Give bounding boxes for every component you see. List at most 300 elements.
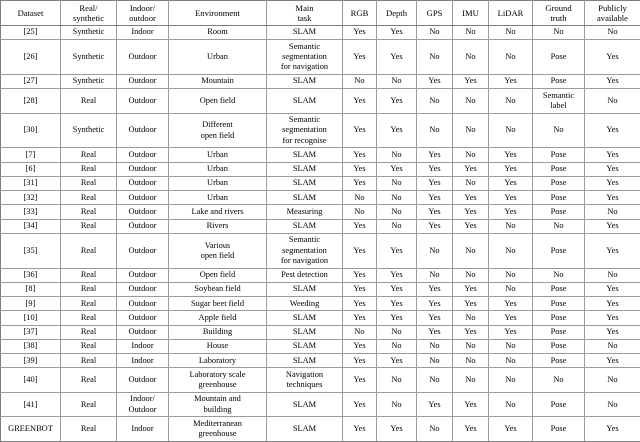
- cell-line: techniques: [268, 380, 341, 390]
- cell-dataset: [1, 205, 61, 219]
- cell-line: Yes: [586, 76, 639, 86]
- cell-line: Dataset: [2, 8, 59, 18]
- cell-line: No: [534, 221, 583, 231]
- cell-line: Real: [62, 164, 115, 174]
- cell-lidar: [489, 268, 533, 282]
- cell-lidar: [489, 392, 533, 417]
- cell-line: Yes: [378, 270, 415, 280]
- cell-environment: [169, 325, 267, 339]
- cell-line: Synthetic: [62, 27, 115, 37]
- cell-depth: [377, 233, 417, 268]
- cell-line: Yes: [586, 193, 639, 203]
- cell-line: [39]: [2, 356, 59, 366]
- cell-imu: [453, 205, 489, 219]
- cell-line: Open field: [170, 96, 265, 106]
- cell-line: SLAM: [268, 178, 341, 188]
- cell-gps: [417, 205, 453, 219]
- cell-dataset: [1, 233, 61, 268]
- cell-line: Outdoor: [118, 284, 167, 294]
- cell-ground_truth: [533, 268, 585, 282]
- cell-line: [32]: [2, 193, 59, 203]
- column-header-environment[interactable]: [169, 1, 267, 26]
- table-row[interactable]: [1, 233, 640, 268]
- cell-environment: [169, 268, 267, 282]
- cell-line: Pose: [534, 178, 583, 188]
- cell-depth: [377, 162, 417, 176]
- cell-line: open field: [170, 251, 265, 261]
- cell-dataset: [1, 368, 61, 393]
- cell-dataset: [1, 176, 61, 190]
- column-header-main_task[interactable]: [267, 1, 343, 26]
- cell-real_synthetic: [61, 176, 117, 190]
- cell-real_synthetic: [61, 297, 117, 311]
- cell-line: Yes: [454, 284, 487, 294]
- cell-line: No: [454, 313, 487, 323]
- cell-publicly_available: [585, 113, 640, 148]
- cell-line: Environment: [170, 8, 265, 18]
- cell-line: No: [534, 270, 583, 280]
- cell-environment: [169, 368, 267, 393]
- cell-line: Different: [170, 120, 265, 130]
- cell-line: [37]: [2, 327, 59, 337]
- cell-gps: [417, 368, 453, 393]
- cell-line: Pose: [534, 313, 583, 323]
- cell-gps: [417, 282, 453, 296]
- cell-line: [31]: [2, 178, 59, 188]
- cell-depth: [377, 368, 417, 393]
- cell-imu: [453, 148, 489, 162]
- cell-line: Measuring: [268, 207, 341, 217]
- cell-main_task: [267, 311, 343, 325]
- cell-dataset: [1, 297, 61, 311]
- cell-line: Real: [62, 341, 115, 351]
- cell-main_task: [267, 368, 343, 393]
- cell-line: Yes: [490, 313, 531, 323]
- cell-line: Pose: [534, 284, 583, 294]
- cell-line: Semantic: [268, 115, 341, 125]
- cell-rgb: [343, 25, 377, 39]
- cell-real_synthetic: [61, 417, 117, 442]
- cell-depth: [377, 325, 417, 339]
- cell-line: Outdoor: [118, 164, 167, 174]
- cell-rgb: [343, 148, 377, 162]
- cell-publicly_available: [585, 162, 640, 176]
- cell-main_task: [267, 325, 343, 339]
- cell-depth: [377, 268, 417, 282]
- cell-line: Yes: [378, 52, 415, 62]
- cell-main_task: [267, 219, 343, 233]
- cell-line: Real: [62, 207, 115, 217]
- cell-line: Pose: [534, 246, 583, 256]
- cell-line: truth: [534, 13, 583, 23]
- cell-line: Yes: [454, 76, 487, 86]
- cell-dataset: [1, 148, 61, 162]
- cell-dataset: [1, 89, 61, 114]
- cell-line: LiDAR: [490, 8, 531, 18]
- table-row[interactable]: [1, 417, 640, 442]
- cell-line: Real: [62, 400, 115, 410]
- cell-imu: [453, 392, 489, 417]
- table-row[interactable]: [1, 89, 640, 114]
- cell-line: No: [490, 400, 531, 410]
- cell-gps: [417, 25, 453, 39]
- cell-publicly_available: [585, 417, 640, 442]
- cell-main_task: [267, 297, 343, 311]
- cell-line: No: [454, 125, 487, 135]
- table-row[interactable]: [1, 40, 640, 75]
- cell-lidar: [489, 74, 533, 88]
- cell-line: Pose: [534, 150, 583, 160]
- cell-line: [6]: [2, 164, 59, 174]
- cell-rgb: [343, 176, 377, 190]
- cell-ground_truth: [533, 311, 585, 325]
- cell-environment: [169, 417, 267, 442]
- column-header-rgb[interactable]: [343, 1, 377, 26]
- cell-real_synthetic: [61, 368, 117, 393]
- cell-line: Yes: [418, 76, 451, 86]
- cell-line: No: [418, 125, 451, 135]
- cell-line: Laboratory scale: [170, 370, 265, 380]
- cell-line: SLAM: [268, 96, 341, 106]
- cell-rgb: [343, 325, 377, 339]
- cell-publicly_available: [585, 148, 640, 162]
- cell-line: No: [418, 52, 451, 62]
- cell-line: No: [378, 327, 415, 337]
- cell-line: segmentation: [268, 52, 341, 62]
- cell-line: Yes: [490, 76, 531, 86]
- cell-line: Yes: [344, 299, 375, 309]
- cell-imu: [453, 233, 489, 268]
- cell-line: No: [490, 356, 531, 366]
- cell-line: Yes: [418, 178, 451, 188]
- column-header-depth[interactable]: [377, 1, 417, 26]
- cell-line: Weeding: [268, 299, 341, 309]
- table-row[interactable]: [1, 311, 640, 325]
- cell-publicly_available: [585, 354, 640, 368]
- cell-publicly_available: [585, 339, 640, 353]
- cell-line: Yes: [454, 299, 487, 309]
- cell-line: Pest detection: [268, 270, 341, 280]
- cell-rgb: [343, 191, 377, 205]
- column-header-real_synthetic[interactable]: [61, 1, 117, 26]
- cell-line: Yes: [490, 164, 531, 174]
- cell-line: Pose: [534, 164, 583, 174]
- cell-lidar: [489, 339, 533, 353]
- cell-line: [7]: [2, 150, 59, 160]
- cell-line: No: [378, 341, 415, 351]
- cell-dataset: [1, 417, 61, 442]
- cell-lidar: [489, 325, 533, 339]
- cell-line: No: [344, 193, 375, 203]
- cell-real_synthetic: [61, 148, 117, 162]
- cell-line: Yes: [586, 150, 639, 160]
- cell-main_task: [267, 113, 343, 148]
- column-header-ground_truth[interactable]: [533, 1, 585, 26]
- table-row[interactable]: [1, 162, 640, 176]
- cell-indoor_outdoor: [117, 148, 169, 162]
- cell-lidar: [489, 191, 533, 205]
- table-row[interactable]: [1, 74, 640, 88]
- cell-line: Semantic: [534, 91, 583, 101]
- cell-imu: [453, 113, 489, 148]
- cell-line: Outdoor: [118, 246, 167, 256]
- cell-ground_truth: [533, 368, 585, 393]
- cell-publicly_available: [585, 40, 640, 75]
- cell-line: outdoor: [118, 13, 167, 23]
- cell-line: Outdoor: [118, 52, 167, 62]
- cell-line: Yes: [490, 327, 531, 337]
- cell-line: No: [454, 27, 487, 37]
- cell-line: Yes: [586, 246, 639, 256]
- table-row[interactable]: [1, 176, 640, 190]
- cell-main_task: [267, 74, 343, 88]
- cell-ground_truth: [533, 205, 585, 219]
- cell-dataset: [1, 354, 61, 368]
- cell-publicly_available: [585, 368, 640, 393]
- table-row[interactable]: [1, 354, 640, 368]
- cell-line: Yes: [418, 400, 451, 410]
- cell-line: Yes: [344, 96, 375, 106]
- cell-publicly_available: [585, 205, 640, 219]
- cell-rgb: [343, 40, 377, 75]
- cell-line: No: [586, 341, 639, 351]
- cell-depth: [377, 148, 417, 162]
- cell-line: segmentation: [268, 125, 341, 135]
- cell-line: No: [378, 400, 415, 410]
- cell-line: Yes: [378, 125, 415, 135]
- cell-line: No: [454, 356, 487, 366]
- cell-real_synthetic: [61, 325, 117, 339]
- cell-line: Outdoor: [118, 221, 167, 231]
- cell-line: [41]: [2, 400, 59, 410]
- cell-rgb: [343, 368, 377, 393]
- cell-depth: [377, 113, 417, 148]
- cell-environment: [169, 148, 267, 162]
- cell-gps: [417, 392, 453, 417]
- table-row[interactable]: [1, 339, 640, 353]
- cell-imu: [453, 176, 489, 190]
- cell-line: No: [378, 221, 415, 231]
- cell-line: Yes: [344, 270, 375, 280]
- cell-real_synthetic: [61, 74, 117, 88]
- cell-rgb: [343, 89, 377, 114]
- cell-imu: [453, 74, 489, 88]
- cell-line: No: [378, 150, 415, 160]
- cell-dataset: [1, 191, 61, 205]
- cell-line: No: [534, 125, 583, 135]
- cell-line: Real: [62, 299, 115, 309]
- cell-line: Mountain: [170, 76, 265, 86]
- table-row[interactable]: [1, 325, 640, 339]
- cell-rgb: [343, 417, 377, 442]
- cell-rgb: [343, 219, 377, 233]
- cell-real_synthetic: [61, 354, 117, 368]
- cell-gps: [417, 113, 453, 148]
- cell-line: Yes: [378, 246, 415, 256]
- cell-line: No: [490, 375, 531, 385]
- cell-line: SLAM: [268, 221, 341, 231]
- table-row[interactable]: [1, 191, 640, 205]
- cell-line: Lake and rivers: [170, 207, 265, 217]
- cell-line: SLAM: [268, 27, 341, 37]
- cell-line: Depth: [378, 8, 415, 18]
- cell-line: Soybean field: [170, 284, 265, 294]
- cell-line: [25]: [2, 27, 59, 37]
- cell-lidar: [489, 40, 533, 75]
- cell-imu: [453, 25, 489, 39]
- cell-line: No: [454, 375, 487, 385]
- cell-line: [8]: [2, 284, 59, 294]
- cell-line: SLAM: [268, 150, 341, 160]
- cell-line: for recognise: [268, 136, 341, 146]
- table-row[interactable]: [1, 113, 640, 148]
- cell-line: Urban: [170, 193, 265, 203]
- table-row[interactable]: [1, 297, 640, 311]
- table-header: [1, 1, 640, 26]
- cell-depth: [377, 176, 417, 190]
- column-header-indoor_outdoor[interactable]: [117, 1, 169, 26]
- table-row[interactable]: [1, 205, 640, 219]
- cell-rgb: [343, 311, 377, 325]
- table-row[interactable]: [1, 392, 640, 417]
- cell-line: No: [378, 76, 415, 86]
- cell-line: No: [454, 178, 487, 188]
- cell-line: SLAM: [268, 76, 341, 86]
- cell-line: Yes: [344, 178, 375, 188]
- cell-rgb: [343, 354, 377, 368]
- cell-line: No: [418, 246, 451, 256]
- cell-lidar: [489, 368, 533, 393]
- cell-line: Outdoor: [118, 327, 167, 337]
- cell-line: [10]: [2, 313, 59, 323]
- table-row[interactable]: [1, 282, 640, 296]
- cell-gps: [417, 176, 453, 190]
- cell-line: No: [534, 375, 583, 385]
- cell-line: Yes: [418, 327, 451, 337]
- column-header-publicly_available[interactable]: [585, 1, 640, 26]
- cell-gps: [417, 311, 453, 325]
- table-row[interactable]: [1, 148, 640, 162]
- table-header-row: [1, 1, 640, 26]
- cell-line: No: [490, 221, 531, 231]
- cell-depth: [377, 311, 417, 325]
- cell-environment: [169, 354, 267, 368]
- cell-line: Yes: [490, 299, 531, 309]
- cell-depth: [377, 74, 417, 88]
- cell-line: Yes: [344, 164, 375, 174]
- cell-line: Building: [170, 327, 265, 337]
- cell-main_task: [267, 191, 343, 205]
- cell-line: Yes: [344, 150, 375, 160]
- cell-line: IMU: [454, 8, 487, 18]
- cell-lidar: [489, 354, 533, 368]
- cell-line: Yes: [454, 400, 487, 410]
- cell-line: Yes: [378, 424, 415, 434]
- cell-line: Open field: [170, 270, 265, 280]
- cell-publicly_available: [585, 219, 640, 233]
- cell-main_task: [267, 176, 343, 190]
- cell-rgb: [343, 233, 377, 268]
- cell-publicly_available: [585, 89, 640, 114]
- cell-indoor_outdoor: [117, 162, 169, 176]
- cell-main_task: [267, 162, 343, 176]
- cell-line: Yes: [454, 207, 487, 217]
- cell-line: SLAM: [268, 424, 341, 434]
- cell-line: Yes: [418, 164, 451, 174]
- cell-line: No: [454, 150, 487, 160]
- cell-indoor_outdoor: [117, 219, 169, 233]
- cell-line: Outdoor: [118, 193, 167, 203]
- table-row[interactable]: [1, 268, 640, 282]
- cell-imu: [453, 219, 489, 233]
- cell-rgb: [343, 392, 377, 417]
- cell-line: Pose: [534, 327, 583, 337]
- cell-indoor_outdoor: [117, 368, 169, 393]
- cell-line: Synthetic: [62, 125, 115, 135]
- cell-line: Yes: [344, 27, 375, 37]
- cell-line: [40]: [2, 375, 59, 385]
- table-row[interactable]: [1, 219, 640, 233]
- cell-line: label: [534, 101, 583, 111]
- cell-line: Real: [62, 270, 115, 280]
- cell-main_task: [267, 233, 343, 268]
- cell-line: No: [418, 375, 451, 385]
- cell-indoor_outdoor: [117, 74, 169, 88]
- cell-line: Yes: [418, 207, 451, 217]
- cell-line: for navigation: [268, 62, 341, 72]
- cell-imu: [453, 89, 489, 114]
- table-row[interactable]: [1, 368, 640, 393]
- cell-gps: [417, 191, 453, 205]
- cell-real_synthetic: [61, 162, 117, 176]
- cell-indoor_outdoor: [117, 233, 169, 268]
- column-header-lidar[interactable]: [489, 1, 533, 26]
- column-header-dataset[interactable]: [1, 1, 61, 26]
- cell-depth: [377, 40, 417, 75]
- cell-publicly_available: [585, 191, 640, 205]
- cell-real_synthetic: [61, 339, 117, 353]
- cell-line: No: [344, 207, 375, 217]
- cell-line: SLAM: [268, 193, 341, 203]
- cell-main_task: [267, 282, 343, 296]
- column-header-imu[interactable]: [453, 1, 489, 26]
- cell-imu: [453, 417, 489, 442]
- cell-indoor_outdoor: [117, 205, 169, 219]
- cell-line: Synthetic: [62, 52, 115, 62]
- cell-real_synthetic: [61, 191, 117, 205]
- cell-line: Outdoor: [118, 299, 167, 309]
- cell-real_synthetic: [61, 233, 117, 268]
- cell-dataset: [1, 325, 61, 339]
- cell-line: Rivers: [170, 221, 265, 231]
- cell-line: Pose: [534, 356, 583, 366]
- cell-indoor_outdoor: [117, 392, 169, 417]
- cell-ground_truth: [533, 339, 585, 353]
- cell-line: Yes: [344, 125, 375, 135]
- cell-line: segmentation: [268, 246, 341, 256]
- cell-gps: [417, 325, 453, 339]
- cell-line: No: [490, 270, 531, 280]
- cell-main_task: [267, 205, 343, 219]
- cell-line: Outdoor: [118, 207, 167, 217]
- cell-line: Yes: [344, 284, 375, 294]
- column-header-gps[interactable]: [417, 1, 453, 26]
- cell-line: SLAM: [268, 327, 341, 337]
- cell-indoor_outdoor: [117, 40, 169, 75]
- cell-ground_truth: [533, 219, 585, 233]
- cell-real_synthetic: [61, 219, 117, 233]
- table-row[interactable]: [1, 25, 640, 39]
